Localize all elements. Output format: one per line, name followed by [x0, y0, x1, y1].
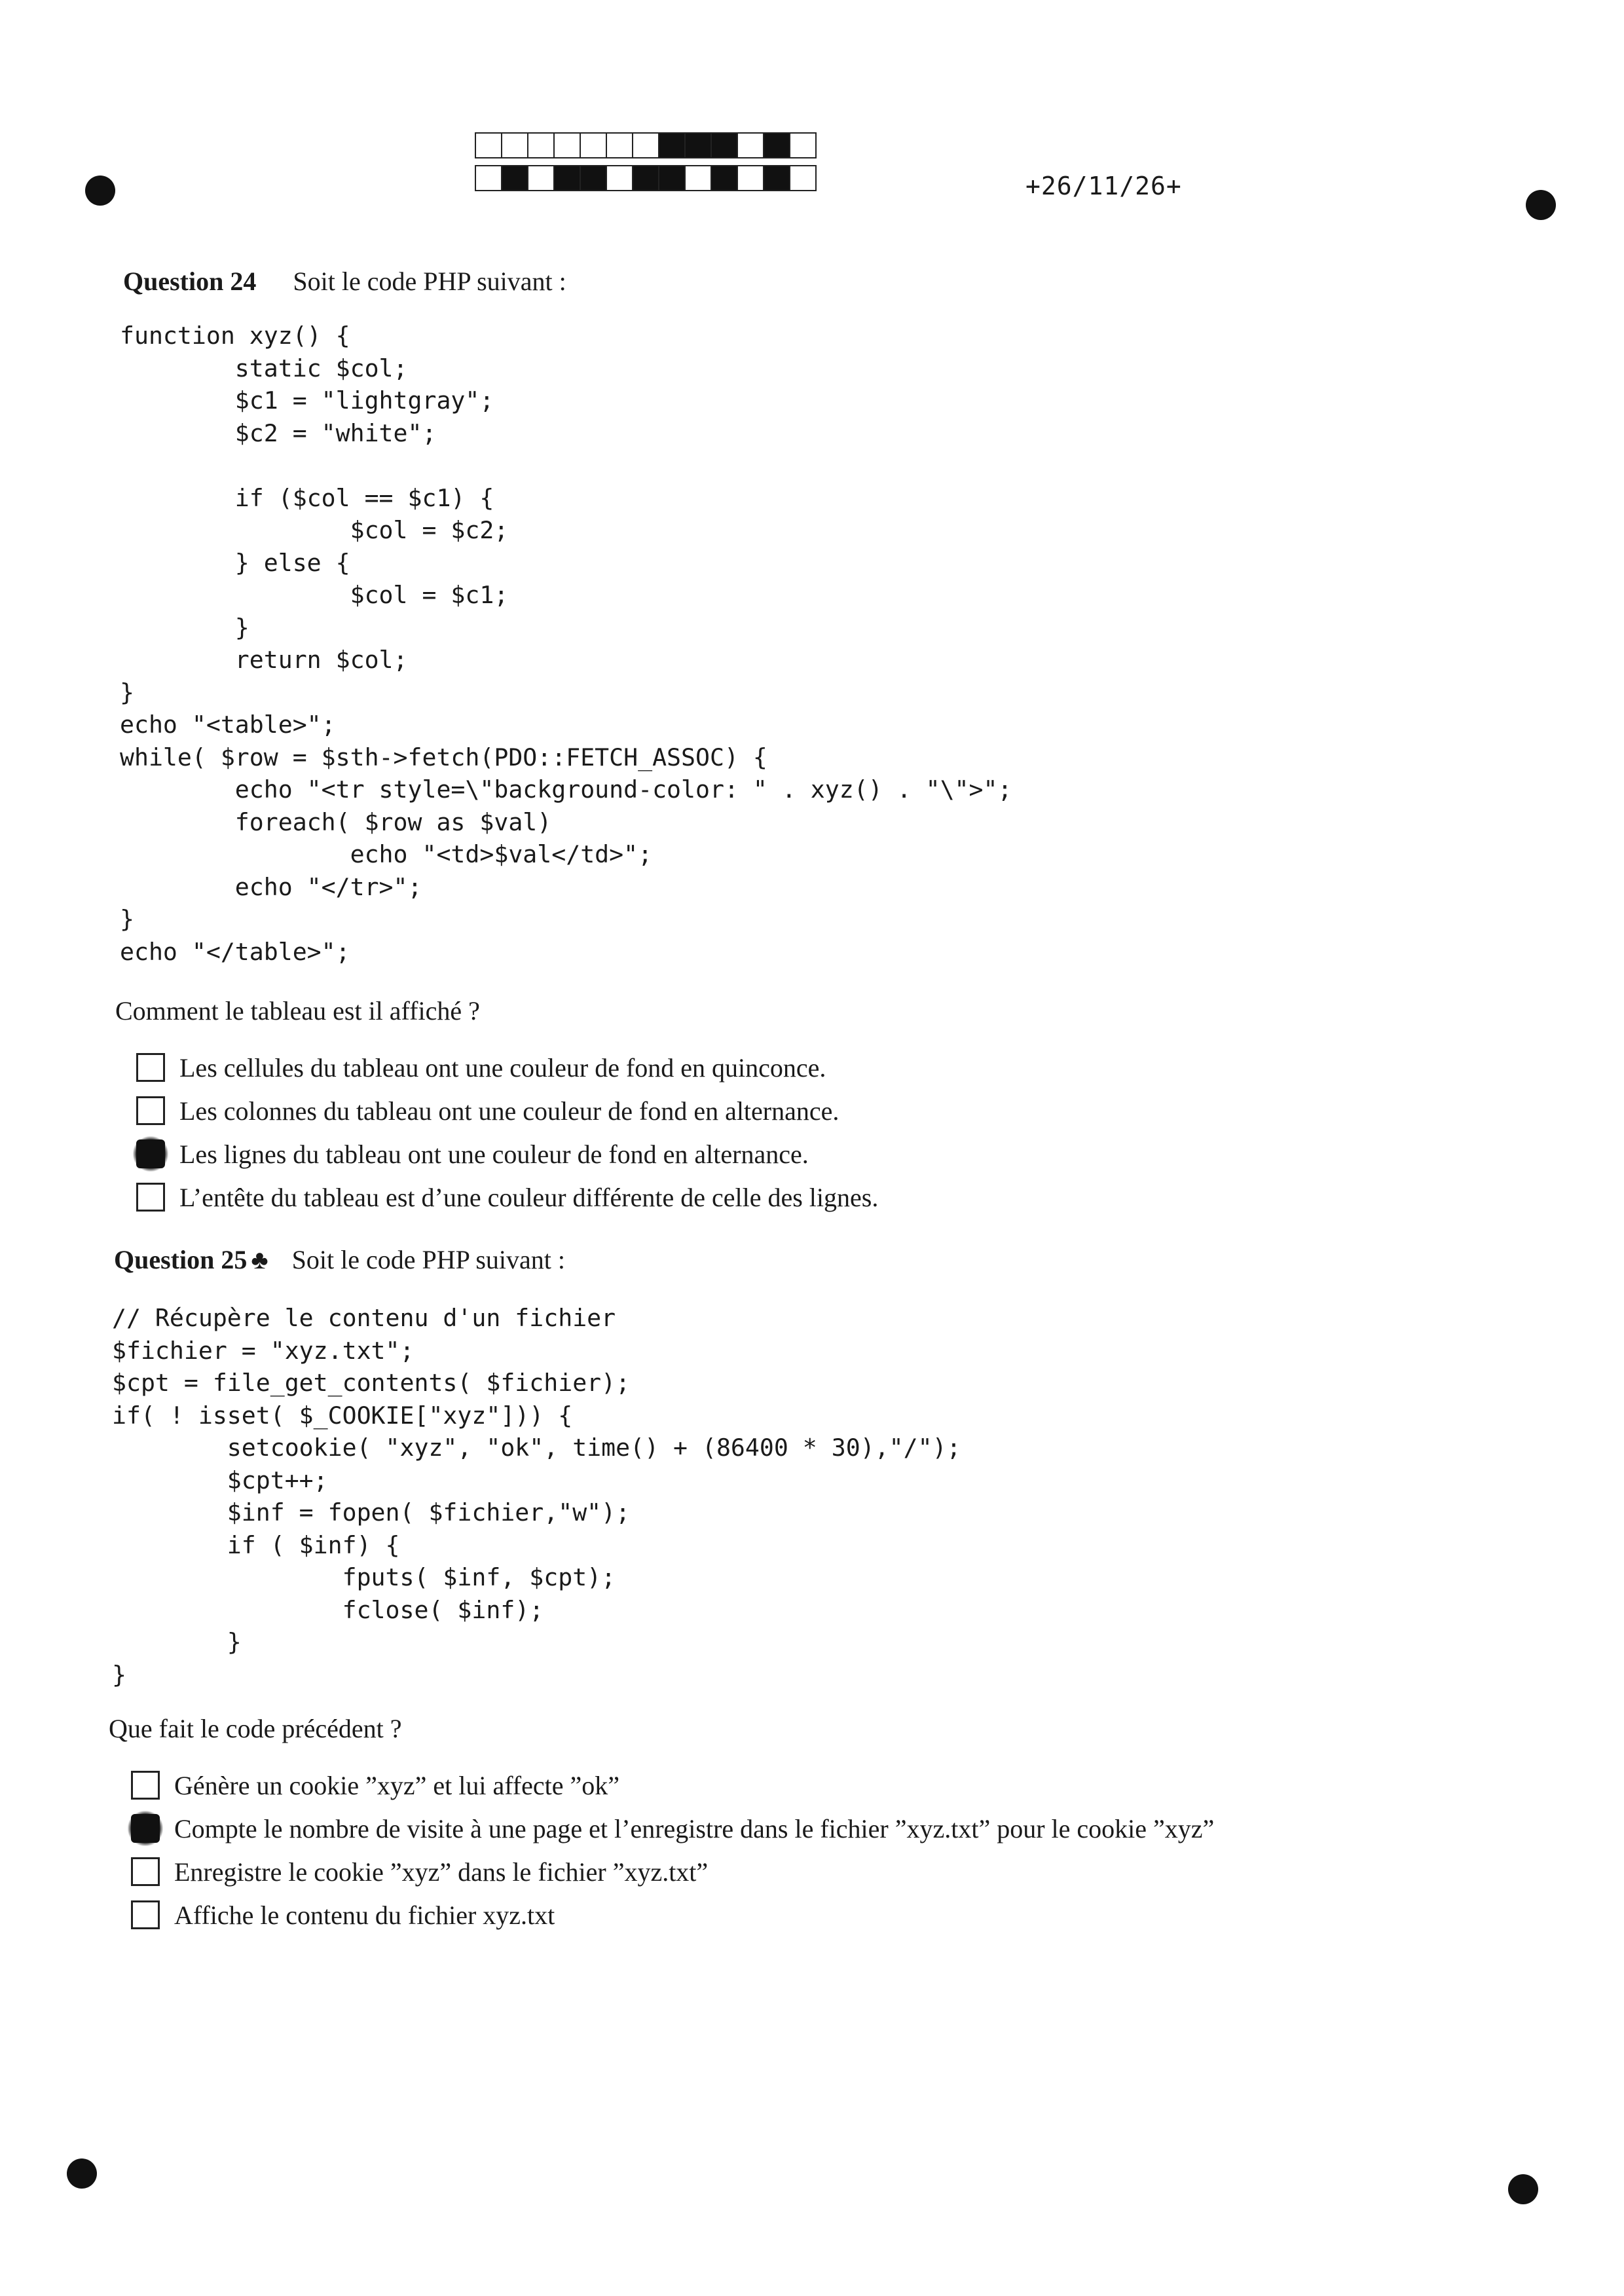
barcode-cell [501, 132, 528, 158]
answer-option[interactable] [131, 1893, 1214, 1936]
barcode-cell [737, 132, 764, 158]
barcode-cell [553, 165, 581, 191]
question-number: Question 25 [114, 1245, 248, 1274]
barcode-cell [789, 132, 817, 158]
answer-label: Enregistre le cookie ”xyz” dans le fichier ”xyz.txt” [174, 1857, 709, 1887]
question-24-title [123, 266, 566, 297]
barcode [475, 132, 815, 198]
question-25-prompt: Que fait le code précédent ? [109, 1714, 402, 1743]
barcode-cell [789, 165, 817, 191]
barcode-cell [553, 132, 581, 158]
registration-mark-bottom-left [67, 2158, 97, 2189]
barcode-cell [580, 132, 607, 158]
question-intro: Soit le code PHP suivant : [291, 1245, 566, 1274]
answer-label: Les cellules du tableau ont une couleur de fond en quinconce. [179, 1052, 826, 1083]
answer-option[interactable] [136, 1089, 878, 1132]
barcode-cell [684, 165, 712, 191]
barcode-cell [632, 132, 659, 158]
answer-option[interactable] [131, 1850, 1214, 1893]
answer-option[interactable] [136, 1046, 878, 1089]
checkbox[interactable] [131, 1857, 160, 1886]
barcode-cell [632, 165, 659, 191]
question-25-title [114, 1244, 565, 1275]
question-number: Question 24 [123, 267, 257, 296]
answer-option[interactable] [136, 1176, 878, 1219]
answer-option[interactable] [131, 1764, 1214, 1807]
barcode-cell [658, 165, 686, 191]
answer-label: Les colonnes du tableau ont une couleur de fond en alternance. [179, 1096, 840, 1126]
barcode-cell [475, 132, 502, 158]
question-24-code: function xyz() { static $col; $c1 = "lightgray"; $c2 = "white"; if ($col == $c1) { $col = $c2; } else { $col = $c1; } return $col; } echo "<table>"; while( $row = $sth->fetch(PDO::FETCH_ASSOC) { echo "<tr style=\"background-color: " . xyz() . "\">"; foreach( $row as $val) echo "<td>$val</td>"; echo "</tr>"; } echo "</table>"; [120, 322, 1012, 966]
barcode-cell [606, 165, 633, 191]
answer-option[interactable] [136, 1132, 878, 1176]
registration-mark-top-right [1526, 190, 1556, 220]
club-icon: ♣ [251, 1245, 268, 1274]
question-25-answers [131, 1764, 1214, 1936]
registration-mark-top-left [85, 176, 115, 206]
answer-label: Les lignes du tableau ont une couleur de fond en alternance. [179, 1139, 809, 1169]
barcode-cell [763, 165, 790, 191]
registration-mark-bottom-right [1508, 2174, 1538, 2204]
question-24-answers [136, 1046, 878, 1219]
checked-checkbox[interactable] [136, 1139, 165, 1168]
barcode-cell [475, 165, 502, 191]
barcode-cell [527, 132, 555, 158]
barcode-cell [606, 132, 633, 158]
barcode-cell [710, 165, 738, 191]
answer-label: Génère un cookie ”xyz” et lui affecte ”ok” [174, 1770, 619, 1800]
barcode-cell [527, 165, 555, 191]
header-code: +26/11/26+ [1025, 172, 1182, 200]
checkbox[interactable] [136, 1183, 165, 1212]
barcode-cell [580, 165, 607, 191]
barcode-cell [737, 165, 764, 191]
barcode-row-2 [475, 165, 815, 191]
checkbox[interactable] [136, 1096, 165, 1125]
barcode-row-1 [475, 132, 815, 158]
answer-label: Compte le nombre de visite à une page et l’enregistre dans le fichier ”xyz.txt” pour le cookie ”xyz” [174, 1813, 1215, 1843]
checkbox[interactable] [131, 1900, 160, 1929]
checkbox[interactable] [131, 1771, 160, 1800]
question-25-code: // Récupère le contenu d'un fichier $fichier = "xyz.txt"; $cpt = file_get_contents( $fichier); if( ! isset( $_COOKIE["xyz"])) { setcookie( "xyz", "ok", time() + (86400 * 30),"/"); $cpt++; $inf = fopen( $fichier,"w"); if ( $inf) { fputs( $inf, $cpt); fclose( $inf); } } [112, 1304, 961, 1689]
barcode-cell [684, 132, 712, 158]
question-intro: Soit le code PHP suivant : [293, 267, 566, 296]
barcode-cell [710, 132, 738, 158]
barcode-cell [763, 132, 790, 158]
barcode-cell [501, 165, 528, 191]
checked-checkbox[interactable] [131, 1814, 160, 1843]
checkbox[interactable] [136, 1053, 165, 1082]
answer-label: L’entête du tableau est d’une couleur différente de celle des lignes. [179, 1182, 879, 1212]
question-24-prompt: Comment le tableau est il affiché ? [115, 996, 480, 1026]
answer-option[interactable] [131, 1807, 1214, 1850]
barcode-cell [658, 132, 686, 158]
answer-label: Affiche le contenu du fichier xyz.txt [174, 1900, 555, 1930]
